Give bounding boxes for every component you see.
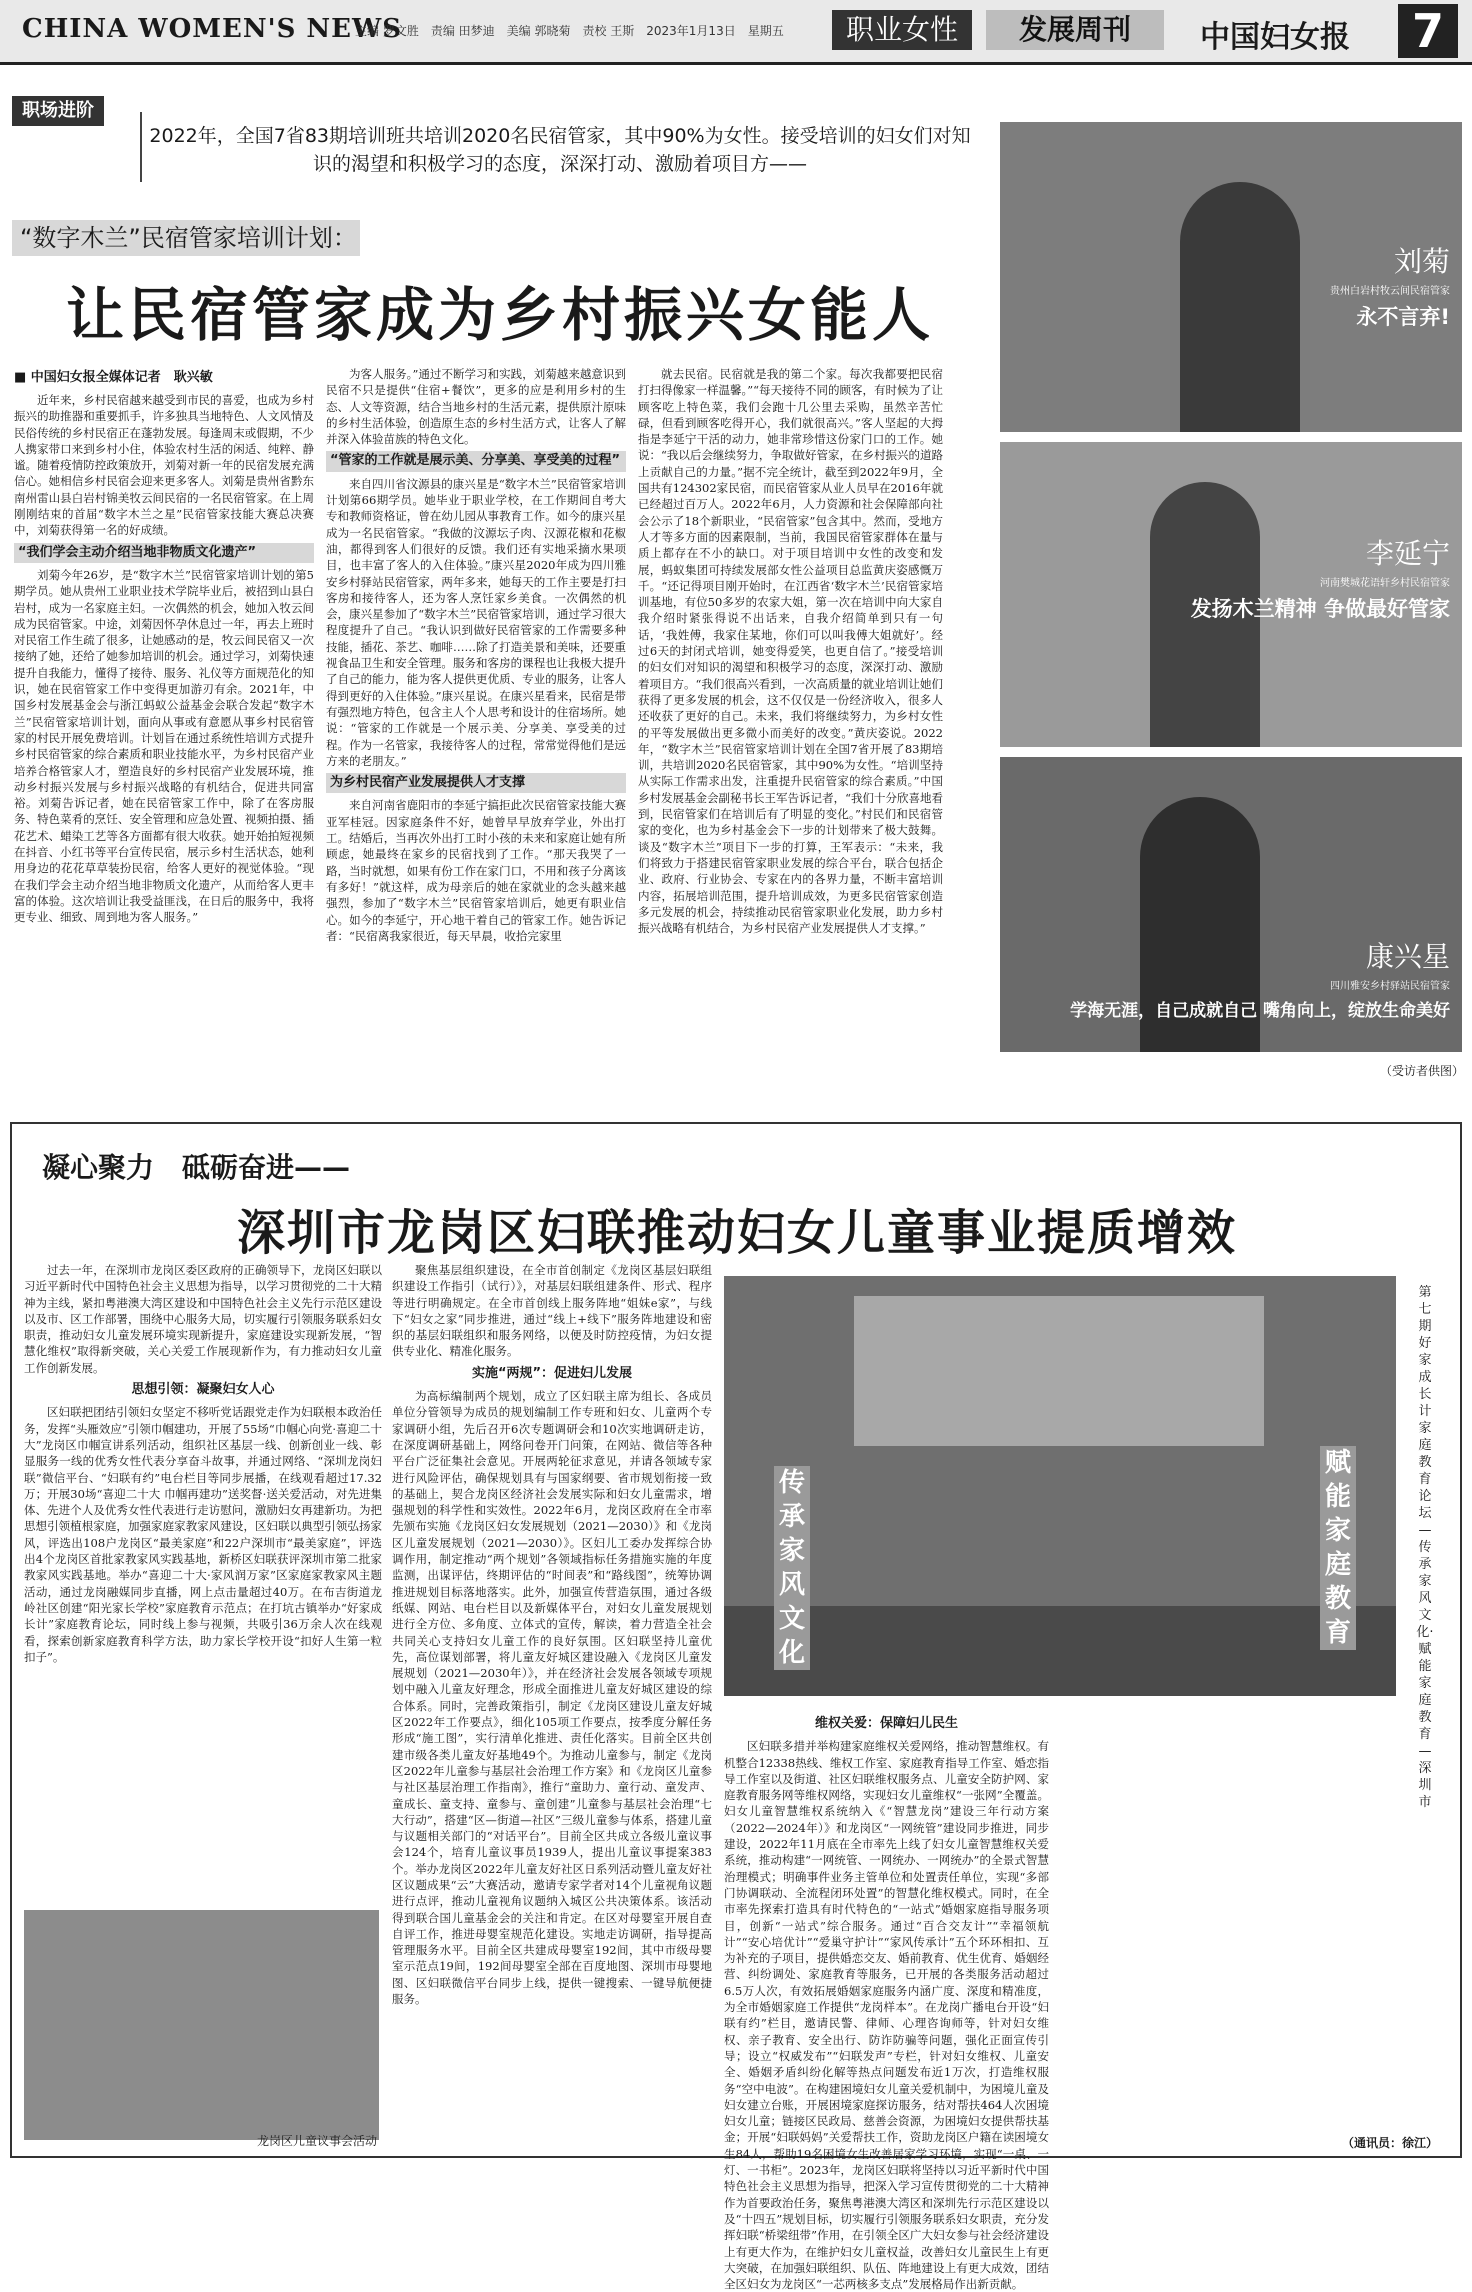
subheading: 为乡村民宿产业发展提供人才支撑	[326, 773, 626, 793]
paragraph: 为高标编制两个规划，成立了区妇联主席为组长、各成员单位分管领导为成员的规划编制工作专班和妇女、儿童两个专家调研小组，先后召开6次专题调研会和10次实地调研走访，在深度调研基础上，网络问卷开门问策，在网站、微信等各种平台广泛征集社会意见。开展两轮征求意见，并请各领域专家进行风险评估，确保规划具有与国家纲要、省市规划衔接一致的基础上，契合龙岗区经济社会发展实际和妇女儿童需求，增强规划的科学性和实效性。2022年6月，龙岗区政府在全市率先颁布实施《龙岗区妇女发展规划（2021—2030）》和《龙岗区儿童发展规划（2021—2030）》。区妇儿工委办发挥综合协调作用，制定推动“两个规划”各领域指标任务措施实施的年度监测，出谋评估，终期评估的“时间表”和“路线图”，统筹协调推进规划目标落地落实。此外，加强宣传营造氛围，通过各级纸媒、网站、电台栏目以及新媒体平台，对妇女儿童发展规划进行全方位、多角度、立体式的宣传，解读，着力营造全社会共同关心支持妇女儿童工作的良好氛围。区妇联坚持儿童优先，高位谋划部署，将儿童友好城区建设融入《龙岗区儿童发展规划（2021—2030年）》，并在经济社会发展各领域专项规划中融入儿童友好理念，形成全面推进儿童友好城区建设的综合体系。同时，完善政策指引，制定《龙岗区建设儿童友好城区2022年工作要点》，细化105项工作要点，按季度分解任务形成“施工图”，实行清单化推进、责任化落实。目前全区共创建市级各类儿童友好基地49个。为推动儿童参与，制定《龙岗区2022年儿童参与基层社会治理工作方案》和《龙岗区儿童参与社区基层治理工作指南》，推行“童助力、童行动、童发声、童成长、童支持、童参与、童创建”儿童参与基层社会治理“七大行动”，搭建“区—街道—社区”三级儿童参与体系，搭建儿童与议题相关部门的“对话平台”。目前全区共成立各级儿童议事会124个，培育儿童议事员1939人，提出儿童议事提案383个。举办龙岗区2022年儿童友好社区日系列活动暨儿童友好社区议题成果“云”大赛活动，邀请专家学者对14个儿童视角议题进行点评，推动儿童视角议题纳入城区公共决策体系。该活动得到联合国儿童基金会的关注和肯定。在区对母婴室开展自查自评工作，推进母婴室规范化建设。实地走访调研，指导提高管理服务水平。目前全区共建成母婴室192间，其中市级母婴室示范点19间，192间母婴室全部在百度地图、深圳市母婴地图、区妇联微信平台同步上线，提供一键搜索、一键导航便捷服务。	[392, 1389, 712, 2007]
paragraph: 区妇联把团结引领妇女坚定不移听党话跟党走作为妇联根本政治任务，发挥“头雁效应”引领巾帼建功，开展了55场“巾帼心向党·喜迎二十大”龙岗区巾帼宣讲系列活动，组织社区基层一线、创新创业一线、彰显服务一线的优秀女性代表分享奋斗故事，并通过网络、“深圳龙岗妇联”微信平台、“妇联有约”电台栏目等同步展播，在线观看超过17.32万；开展30场“喜迎二十大 巾帼再建功”送奖督·送关爱活动，对先进集体、先进个人及优秀女性代表进行走访慰问，激励妇女再建新功。为把思想引领植根家庭，加强家庭家教家风建设，区妇联以典型引领弘扬家风，评选出108户龙岗区“最美家庭”和22户深圳市“最美家庭”，评选出4个龙岗区首批家教家风实践基地，新桥区妇联获评深圳市第二批家教家风实践基地。举办“喜迎二十大·家风润万家”区家庭家教家风主题活动，通过龙岗融媒同步直播，网上点击量超过40万。在布吉街道龙岭社区创建“阳光家长学校”家庭教育示范点；在打坑古镇举办“好家成长计”家庭教育论坛，同时线上参与视频，共吸引36万余人次在线观看，探索创新家庭教育科学方法，助力家长学校开设“扣好人生第一粒扣子”。	[24, 1405, 382, 1664]
newspaper-logo: 中国妇女报	[1200, 20, 1350, 55]
paragraph: 近年来，乡村民宿越来越受到市民的喜爱，也成为乡村振兴的助推器和重要抓手，许多独具当地特色、人文风情及民俗传统的乡村民宿正在蓬勃发展。每逢周末或假期，不少人携家带口来到乡村小住，体验农村生活的闲适、纯粹、静谧。随着疫情防控政策放开，刘菊对新一年的民宿发展充满信心。她相信乡村民宿会迎来更多客人。刘菊是贵州省黔东南州雷山县白岩村锦美牧云间民宿的一名民宿管家。在上周刚刚结束的首届“数字木兰之星”民宿管家技能大赛总决赛中，刘菊获得第一名的好成绩。	[14, 393, 314, 538]
portrait-name: 李延宁	[1365, 537, 1450, 570]
portrait-slogan: 发扬木兰精神 争做最好管家	[1190, 597, 1450, 621]
bottom-column-3	[724, 1710, 1049, 2292]
portrait-title: 河南樊城花语轩乡村民宿管家	[1320, 578, 1450, 589]
portrait-slogan: 学海无涯，自己成就自己 嘴角向上，绽放生命美好	[1070, 1001, 1450, 1021]
byline: ■ 中国妇女报全媒体记者 耿兴敏	[14, 370, 213, 385]
paragraph: 来自四川省汶源县的康兴星是“数字木兰”民宿管家培训计划第66期学员。她毕业于职业学校，在工作期间自考大专和教师资格证，曾在幼儿园从事教育工作。如今的康兴星成为一名民宿管家。“我做的汶源坛子肉、汉源花椒和花椒油，都得到客人们很好的反馈。我们还有实地采摘水果项目，也丰富了客人的入住体验。”康兴星2020年成为四川雅安乡村驿站民宿管家，两年多来，她每天的工作主要是打扫客房和接待客人，还为客人烹饪家乡美食。一次偶然的机会，康兴星参加了“数字木兰”民宿管家培训，通过学习很大程度提升了自己。“我认识到做好民宿管家的工作需要多种技能，插花、茶艺、咖啡……除了打造美景和美味，还要重视食品卫生和安全管理。服务和客房的课程也让我极大提升了自己的能力，能为客人提供更优质、专业的服务，让客人得到更好的入住体验。”康兴星说。在康兴星看来，民宿是带有强烈地方特色，包含主人个人思考和设计的住宿场所。她说：“管家的工作就是一个展示美、分享美、享受美的过程。作为一名管家，我接待客人的过程，常常觉得他们是远方来的老朋友。”	[326, 476, 626, 768]
masthead	[0, 0, 1472, 65]
section-label: 发展周刊	[986, 10, 1164, 50]
portrait-caption	[1191, 532, 1450, 623]
article-column-1	[14, 392, 314, 1052]
bottom-kicker: 凝心聚力 砥砺奋进——	[42, 1151, 351, 1184]
paragraph: 区妇联多措并举构建家庭维权关爱网络，推动智慧维权。有机整合12338热线、维权工作室、家庭教育指导工作室、婚恋指导工作室以及街道、社区妇联维权服务点、儿童安全防护网、家庭教育服务网等维权网络，实现妇女儿童维权“一张网”全覆盖。妇女儿童智慧维权系统纳入《“智慧龙岗”建设三年行动方案（2022—2024年）》和龙岗区“一网统管”建设同步推进，同步建设，2022年11月底在全市率先上线了妇女儿童智慧维权关爱系统，推动构建“一网统管、一网统办、一网统办”的全景式智慧治理模式；明确事件业务主管单位和处置责任单位，实现“多部门协调联动、全流程闭环处置”的智慧化维权模式。同时，在全市率先探索打造具有时代特色的“一站式”婚姻家庭指导服务项目，创新“一站式”综合服务。通过“百合交友计”“幸福领航计”“安心培优计”“爱巢守护计”“家风传承计”五个环环相扣、互为补充的子项目，提供婚恋交友、婚前教育、优生优育、婚姻经营、纠纷调处、家庭教育等服务，已开展的各类服务活动超过6.5万人次，有效拓展婚姻家庭服务内涵广度、深度和精准度，为全市婚姻家庭工作提供“龙岗样本”。在龙岗广播电台开设“妇联有约”栏目，邀请民警、律师、心理咨询师等，针对妇女维权、亲子教育、安全出行、防诈防骗等问题，强化正面宣传引导；设立“权威发布”“妇联发声”专栏，针对妇女维权、儿童安全、婚姻矛盾纠纷化解等热点问题发布近1万次，打造维权服务“空中电波”。在构建困境妇女儿童关爱机制中，为困境儿童及妇女建立台账，开展困境家庭探访服务，结对帮扶464人次困境妇女儿童；链接区民政局、慈善会资源，为困境妇女提供帮扶基金；开展“妇联妈妈”关爱帮扶工作，资助龙岗区户籍在读困境女生84人，帮助19名困境女生改善居家学习环境，实现“一桌、一灯、一书柜”。2023年，龙岗区妇联将坚持以习近平新时代中国特色社会主义思想为指导，把深入学习宣传贯彻党的二十大精神作为首要政治任务，聚焦粤港澳大湾区和深圳先行示范区建设以及“十四五”规划目标，切实履行引领服务联系妇女职责，充分发挥妇联“桥梁纽带”作用，在引领全区广大妇女参与社会经济建设上有更大作为，在维护妇女儿童权益，改善妇女儿童民生上有更大突破，在加强妇联组织、队伍、阵地建设上有更大成效，团结全区妇女为龙岗区“一芯两核多支点”发展格局作出新贡献。	[724, 1739, 1049, 2292]
forum-photo-caption: 第七期好家成长计家庭教育论坛—传承家风文化·赋能家庭教育—深圳市	[1416, 1285, 1434, 1810]
subheading: “管家的工作就是展示美、分享美、享受美的过程”	[326, 451, 626, 471]
page-number: 7	[1398, 4, 1458, 58]
portrait-name: 刘菊	[1393, 245, 1450, 278]
signoff: （通讯员：徐江）	[1342, 2136, 1439, 2150]
forum-photo	[724, 1276, 1396, 1696]
portrait-name: 康兴星	[1365, 940, 1450, 973]
portrait-caption	[1330, 240, 1450, 331]
paragraph: 聚焦基层组织建设，在全市首创制定《龙岗区基层妇联组织建设工作指引（试行）》，对基层妇联组建条件、形式、程序等进行明确规定。在全市首创线上服务阵地“姐妹e家”，与线下“妇女之家”同步推进，通过“线上+线下”服务阵地建设和密织的基层妇联组织和服务网络，以便及时防控疫情，为妇女提供专业化、精准化服务。	[392, 1263, 712, 1359]
portrait-photo-3	[1000, 757, 1462, 1052]
children-council-photo	[24, 1910, 379, 2140]
banner-right: 赋能家庭教育	[1320, 1446, 1356, 1650]
staff-line: 主编 罗文胜 责编 田梦迪 美编 郭晓菊 责校 王斯 2023年1月13日 星期五	[355, 24, 784, 38]
article-column-2	[326, 366, 626, 1052]
portrait-title: 四川雅安乡村驿站民宿管家	[1330, 981, 1450, 992]
bottom-article	[10, 1122, 1462, 2292]
channel-label: 职业女性	[832, 10, 972, 50]
photo-credit: （受访者供图）	[1380, 1064, 1465, 1078]
banner-left: 传承家风文化	[774, 1466, 810, 1670]
lead-divider-left	[140, 112, 142, 182]
stage-screen	[854, 1296, 1264, 1446]
paragraph: 来自河南省鹿阳市的李延宁搞拒此次民宿管家技能大赛亚军桂冠。因家庭条件不好，她曾早早放弃学业，外出打工。结婚后，当再次外出打工时小孩的未来和家庭让她有所顾虑，她最终在家乡的民宿找到了工作。“那天我哭了一路，当时就想，如果有份工作在家门口，不用和孩子分离该有多好！”就这样，成为母亲后的她在家就业的念头越来越强烈，参加了“数字木兰”民宿管家培训后，她更有职业信心。如今的李延宁，开心地干着自己的管家工作。她告诉记者：“民宿离我家很近，每天早晨，收拾完家里	[326, 798, 626, 943]
paragraph: 就去民宿。民宿就是我的第二个家。每次我都要把民宿打扫得像家一样温馨。”“每天接待不同的顾客，有时候为了让顾客吃上特色菜，我们会跑十几公里去采购，虽然辛苦忙碌，但看到顾客吃得开心，我们就很高兴。”客人坚起的大拇指是李延宁干活的动力，她非常珍惜这份家门口的工作。她说：“我以后会继续努力，争取做好管家，在乡村振兴的道路上贡献自己的力量。”据不完全统计，截至到2022年9月，全国共有124302家民宿，而民宿管家从业人员早在2016年就已经超过百万人。2022年6月，人力资源和社会保障部向社会公示了18个新职业，“民宿管家”包含其中。然而，受地方人才等多方面的因素限制，当前，我国民宿管家群体在量与质上都存在不小的缺口。对于项目培训中女性的改变和发展，蚂蚁集团可持续发展部女性公益项目总监黄庆姿感慨万千。“还记得项目刚开始时，在江西省‘数字木兰’民宿管家培训基地，有位50多岁的农家大姐，第一次在培训中向大家自我介绍时紧张得说不出话来，自我介绍简单到只有一句话，‘我姓傅，我家住某地，你们可以叫我傅大姐就好’。经过6天的封闭式培训，她变得爱笑，也更自信了。”接受培训的妇女们对知识的渴望和积极学习的态度，深深打动、激励着项目方。“我们很高兴看到，一次高质量的就业培训让她们获得了更多发展的机会，这不仅仅是一份经济收入，很多人还收获了更好的自己。未来，我们将继续努力，为乡村女性的平等发展做出更多微小而美好的改变。”黄庆姿说。2022年，“数字木兰”民宿管家培训计划在全国7省开展了83期培训，共培训2020名民宿管家，其中90%为女性。“培训坚持从实际工作需求出发，注重提升民宿管家的综合素质。”中国乡村发展基金会副秘书长王军告诉记者，“我们十分欣喜地看到，民宿管家们在培训后有了明显的变化。”村民们和民宿管家的变化，也为乡村基金会下一步的计划带来了极大鼓舞。谈及“数字木兰”项目下一步的打算，王军表示：“未来，我们将致力于搭建民宿管家职业发展的综合平台，联合包括企业、政府、行业协会、专家在内的各界力量，不断丰富培训内容，拓展培训范围，提升培训成效，为更多民宿管家创造多元发展的机会，持续推动民宿管家职业化发展，助力乡村振兴战略有机结合，为乡村民宿产业发展提供人才支撑。”	[638, 367, 944, 936]
paragraph: 过去一年，在深圳市龙岗区委区政府的正确领导下，龙岗区妇联以习近平新时代中国特色社会主义思想为指导，以学习贯彻党的二十大精神为主线，紧扣粤港澳大湾区建设和中国特色社会主义先行示范区建设以及市、区工作部署，围绕中心服务大局，切实履行引领服务联系妇女职责，推动妇女儿童发展环境实现新提升，家庭建设实现新发展，“智慧化维权”取得新突破，关心关爱工作展现新作为，有力推动妇女儿童工作创新发展。	[24, 1263, 382, 1375]
article-headline: 让民宿管家成为乡村振兴女能人	[65, 281, 934, 349]
bottom-column-1	[24, 1262, 382, 1902]
subheading: 思想引领：凝聚妇女人心	[131, 1382, 275, 1398]
article-lead: 2022年，全国7省83期培训班共培训2020名民宿管家，其中90%为女性。接受培训的妇女们对知识的渴望和积极学习的态度，深深打动、激励着项目方——	[149, 125, 971, 175]
portrait-title: 贵州白岩村牧云间民宿管家	[1330, 286, 1450, 297]
paper-name: CHINA WOMEN'S NEWS	[22, 14, 402, 44]
portrait-photo-1	[1000, 122, 1462, 432]
paragraph: 刘菊今年26岁，是“数字木兰”民宿管家培训计划的第5期学员。她从贵州工业职业技术学院毕业后，被招到山县白岩村，成为一名家庭主妇。一次偶然的机会，她加入牧云间成为民宿管家。中途，刘菊因怀孕休息过一年，再去上班时对民宿工作生疏了很多，让她感动的是，牧云间民宿又一次接纳了她，还给了她参加培训的机会。通过学习，刘菊快速提升自我能力，懂得了接待、服务、礼仪等方面规范化的知识，她在民宿管家工作中变得更加游刃有余。2021年，中国乡村发展基金会与浙江蚂蚁公益基金会联合发起“数字木兰”民宿管家培训计划，面向从事或有意愿从事乡村民宿管家的村民开展免费培训。计划旨在通过系统性培训方式提升乡村民宿管家的综合素质和职业技能水平，为乡村民宿产业培养合格管家人才，塑造良好的乡村民宿产业发展环境，推动乡村振兴发展与乡村振兴战略的有机结合，促进共同富裕。刘菊告诉记者，她在民宿管家工作中，除了在客房服务、特色菜肴的烹饪、安全管理和应急处置、视频拍摄、插花艺术、蜡染工艺等各方面都有很大收获。她开始拍短视频在抖音、小红书等平台宣传民宿，展示乡村生活状态，她利用身边的花花草草装扮民宿，给客人更好的视觉体验。“现在我们学会主动介绍当地非物质文化遗产，从而给客人更丰富的体验。这次培训让我受益匪浅，在日后的服务中，我将更专业、细致、周到地为客人服务。”	[14, 567, 314, 925]
article-kicker: “数字木兰”民宿管家培训计划：	[12, 220, 360, 256]
subheading: “我们学会主动介绍当地非物质文化遗产”	[14, 543, 314, 563]
children-council-caption: 龙岗区儿童议事会活动	[257, 2134, 378, 2148]
section-tag: 职场进阶	[12, 96, 104, 126]
portrait-slogan: 永不言弃!	[1356, 305, 1450, 329]
portrait-figure	[1180, 182, 1300, 432]
paragraph: 为客人服务。”通过不断学习和实践，刘菊越来越意识到民宿不只是提供“住宿+餐饮”，更多的应是利用乡村的生态、人文等资源，结合当地乡村的生活元素，提供原汁原味的乡村生活体验，创造原生态的乡村生活方式，让客人了解并深入体验苗族的特色文化。	[326, 367, 626, 447]
bottom-headline: 深圳市龙岗区妇联推动妇女儿童事业提质增效	[236, 1205, 1237, 1261]
subheading: 实施“两规”：促进妇儿发展	[471, 1365, 633, 1381]
portrait-caption	[1070, 935, 1450, 1021]
subheading: 维权关爱：保障妇儿民生	[814, 1716, 958, 1731]
stage-floor	[724, 1606, 1396, 1696]
article-column-3	[638, 366, 943, 1052]
bottom-column-2	[392, 1262, 712, 2007]
portrait-photo-2	[1000, 442, 1462, 747]
